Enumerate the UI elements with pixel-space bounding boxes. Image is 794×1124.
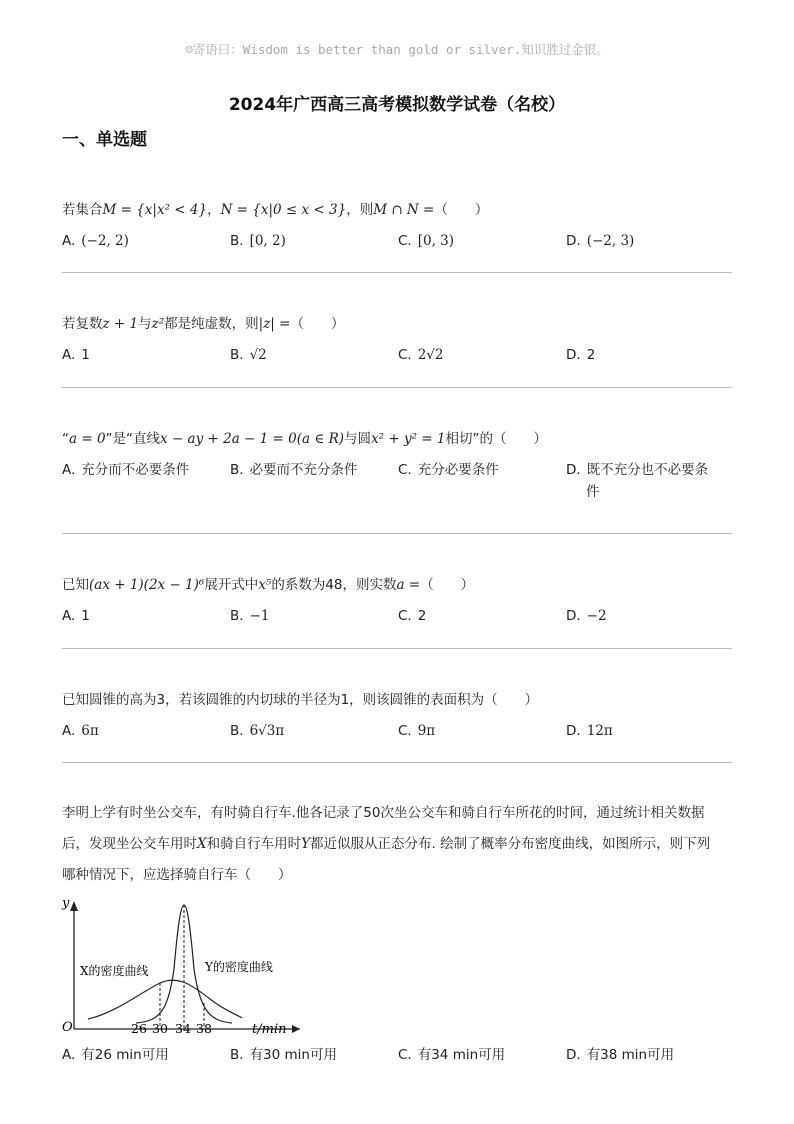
stem-text: 若复数 xyxy=(62,316,103,332)
answer-blank: （ ） xyxy=(290,316,345,332)
option-label: C. xyxy=(398,1047,412,1063)
tick-label-34: 34 xyxy=(175,1021,191,1036)
option-c[interactable] xyxy=(398,344,558,366)
option-text: 2 xyxy=(586,347,596,363)
option-a[interactable] xyxy=(62,605,222,627)
option-label: A. xyxy=(62,233,76,249)
question-5 xyxy=(62,690,742,742)
option-text: 2√2 xyxy=(417,347,444,363)
option-text: 有30 min可用 xyxy=(249,1047,337,1063)
stem-text: 展开式中 xyxy=(204,577,259,593)
question-1-stem xyxy=(62,200,742,220)
answer-blank: （ ） xyxy=(434,202,489,218)
question-4-stem xyxy=(62,575,742,595)
option-text: 1 xyxy=(81,347,90,363)
question-2 xyxy=(62,314,742,366)
tick-label-26: 26 xyxy=(131,1021,147,1036)
option-text: [0, 3) xyxy=(417,233,455,249)
math-variable: Y xyxy=(301,836,311,852)
y-curve-label: Y的密度曲线 xyxy=(205,960,273,974)
question-6-line-2 xyxy=(62,829,742,860)
math-modulus: |z| = xyxy=(258,316,291,332)
option-d[interactable] xyxy=(566,230,726,252)
stem-text: ，则 xyxy=(346,202,374,218)
option-b[interactable] xyxy=(230,344,390,366)
option-label: C. xyxy=(398,233,412,249)
option-b[interactable] xyxy=(230,720,390,742)
x-density-curve xyxy=(88,980,242,1019)
option-label: C. xyxy=(398,608,412,624)
option-label: A. xyxy=(62,723,76,739)
question-5-stem: 已知圆锥的高为3，若该圆锥的内切球的半径为1，则该圆锥的表面积为（ ） xyxy=(62,692,539,708)
question-6-options-wrap xyxy=(62,1044,742,1066)
question-6-options xyxy=(62,1044,742,1066)
stem-text: ， xyxy=(207,202,221,218)
question-4-options xyxy=(62,605,742,627)
question-1-options xyxy=(62,230,742,252)
stem-text: ”是“直线 xyxy=(105,431,161,447)
option-label: D. xyxy=(566,462,581,478)
option-text: 有34 min可用 xyxy=(417,1047,506,1063)
option-text: 充分而不必要条件 xyxy=(81,462,190,478)
option-label: B. xyxy=(230,347,244,363)
option-b[interactable] xyxy=(230,605,390,627)
stem-text: 与圆 xyxy=(344,431,372,447)
stem-text: 已知 xyxy=(62,577,89,593)
option-d[interactable] xyxy=(566,605,726,627)
option-text: 6√3π xyxy=(249,723,285,739)
watermark-motto: ☺寄语曰：Wisdom is better than gold or silver.知识胜过金银。 xyxy=(185,42,609,57)
math-power: x⁵ xyxy=(258,577,272,593)
option-d[interactable] xyxy=(566,459,742,503)
option-a[interactable] xyxy=(62,344,222,366)
stem-text: 和骑自行车用时 xyxy=(206,836,302,852)
option-text: 有38 min可用 xyxy=(586,1047,675,1063)
math-binomial: (ax + 1)(2x − 1)⁶ xyxy=(89,577,205,593)
question-5-options xyxy=(62,720,742,742)
option-text: −2 xyxy=(586,608,607,624)
option-label: A. xyxy=(62,347,76,363)
density-curve-figure xyxy=(60,893,310,1043)
option-text: [0, 2) xyxy=(249,233,286,249)
x-curve-label: X的密度曲线 xyxy=(80,964,149,978)
tick-label-30: 30 xyxy=(152,1021,168,1036)
option-c[interactable] xyxy=(398,605,558,627)
option-label: D. xyxy=(566,233,581,249)
option-c[interactable] xyxy=(398,720,558,742)
math-expression: z + 1 xyxy=(102,316,139,332)
option-text: 充分必要条件 xyxy=(417,462,499,478)
option-label: C. xyxy=(398,462,412,478)
y-axis-arrow xyxy=(70,901,78,911)
math-circle-equation: x² + y² = 1 xyxy=(371,431,446,447)
option-text: 既不充分也不必要条 xyxy=(586,462,709,478)
question-6-line-1: 李明上学有时坐公交车，有时骑自行车.他各记录了50次坐公交车和骑自行车所花的时间，通过统计相关数据 xyxy=(62,805,705,821)
option-text: 2 xyxy=(417,608,427,624)
stem-text: 的系数为48，则实数 xyxy=(271,577,397,593)
divider xyxy=(62,387,732,388)
option-label: B. xyxy=(230,723,244,739)
math-intersection: M ∩ N = xyxy=(373,202,435,218)
math-line-equation: x − ay + 2a − 1 = 0(a ∈ R) xyxy=(160,431,345,447)
question-3 xyxy=(62,429,742,500)
question-6 xyxy=(62,798,742,891)
option-a[interactable] xyxy=(62,230,222,252)
option-b[interactable] xyxy=(230,1044,390,1066)
x-axis-arrow xyxy=(292,1025,300,1033)
option-label: B. xyxy=(230,233,244,249)
answer-blank: 相切”的（ ） xyxy=(445,431,548,447)
section-heading: 一、单选题 xyxy=(62,130,147,150)
option-c[interactable] xyxy=(398,230,558,252)
question-6-line-3: 哪种情况下，应选择骑自行车（ ） xyxy=(62,867,292,883)
option-text: (−2, 2) xyxy=(81,233,129,249)
option-text: 6π xyxy=(81,723,99,739)
origin-label: O xyxy=(62,1020,73,1035)
option-a[interactable] xyxy=(62,459,222,481)
option-label: D. xyxy=(566,608,581,624)
option-label: B. xyxy=(230,462,244,478)
option-c[interactable] xyxy=(398,459,558,481)
math-condition: a = 0 xyxy=(69,431,106,447)
math-variable: a = xyxy=(396,577,421,593)
option-label: C. xyxy=(398,347,412,363)
option-c[interactable] xyxy=(398,1044,558,1066)
option-text: 必要而不充分条件 xyxy=(249,462,358,478)
option-label: C. xyxy=(398,723,412,739)
option-text: 有26 min可用 xyxy=(81,1047,169,1063)
option-label: B. xyxy=(230,1047,244,1063)
option-a[interactable] xyxy=(62,1044,222,1066)
option-d[interactable] xyxy=(566,1044,726,1066)
option-label: D. xyxy=(566,723,581,739)
option-b[interactable] xyxy=(230,459,390,481)
stem-text: 与 xyxy=(138,316,152,332)
option-text: (−2, 3) xyxy=(586,233,635,249)
stem-text: 后，发现坐公交车用时 xyxy=(62,836,197,852)
option-text-wrap: 件 xyxy=(586,484,600,500)
math-set-n: N = {x|0 ≤ x < 3} xyxy=(220,202,347,218)
y-axis-label: y xyxy=(62,896,70,911)
stem-text: “ xyxy=(62,431,69,447)
tick-label-38: 38 xyxy=(196,1021,212,1036)
math-expression: z² xyxy=(151,316,165,332)
option-label: A. xyxy=(62,1047,76,1063)
question-3-options xyxy=(62,459,742,500)
stem-text: 都是纯虚数，则 xyxy=(164,316,259,332)
answer-blank: （ ） xyxy=(420,577,475,593)
stem-text: 都近似服从正态分布. 绘制了概率分布密度曲线，如图所示，则下列 xyxy=(310,836,711,852)
option-b[interactable] xyxy=(230,230,390,252)
option-d[interactable] xyxy=(566,344,726,366)
divider xyxy=(62,533,732,534)
divider xyxy=(62,648,732,649)
x-axis-label: t/min xyxy=(252,1022,287,1037)
option-d[interactable] xyxy=(566,720,726,742)
stem-text: 若集合 xyxy=(62,202,103,218)
option-label: A. xyxy=(62,462,76,478)
divider xyxy=(62,272,732,273)
question-3-stem xyxy=(62,429,742,449)
question-2-stem xyxy=(62,314,742,334)
question-1 xyxy=(62,200,742,252)
question-2-options xyxy=(62,344,742,366)
option-label: A. xyxy=(62,608,76,624)
question-4 xyxy=(62,575,742,627)
option-text: −1 xyxy=(249,608,270,624)
option-text: 9π xyxy=(417,723,436,739)
option-text: √2 xyxy=(249,347,267,363)
option-label: D. xyxy=(566,1047,581,1063)
option-label: D. xyxy=(566,347,581,363)
option-label: B. xyxy=(230,608,244,624)
option-text: 1 xyxy=(81,608,90,624)
math-set-m: M = {x|x² < 4} xyxy=(102,202,208,218)
exam-title: 2024年广西高三高考模拟数学试卷（名校） xyxy=(228,95,566,115)
option-text: 12π xyxy=(586,723,613,739)
option-a[interactable] xyxy=(62,720,222,742)
math-variable: X xyxy=(197,836,207,852)
divider xyxy=(62,762,732,763)
